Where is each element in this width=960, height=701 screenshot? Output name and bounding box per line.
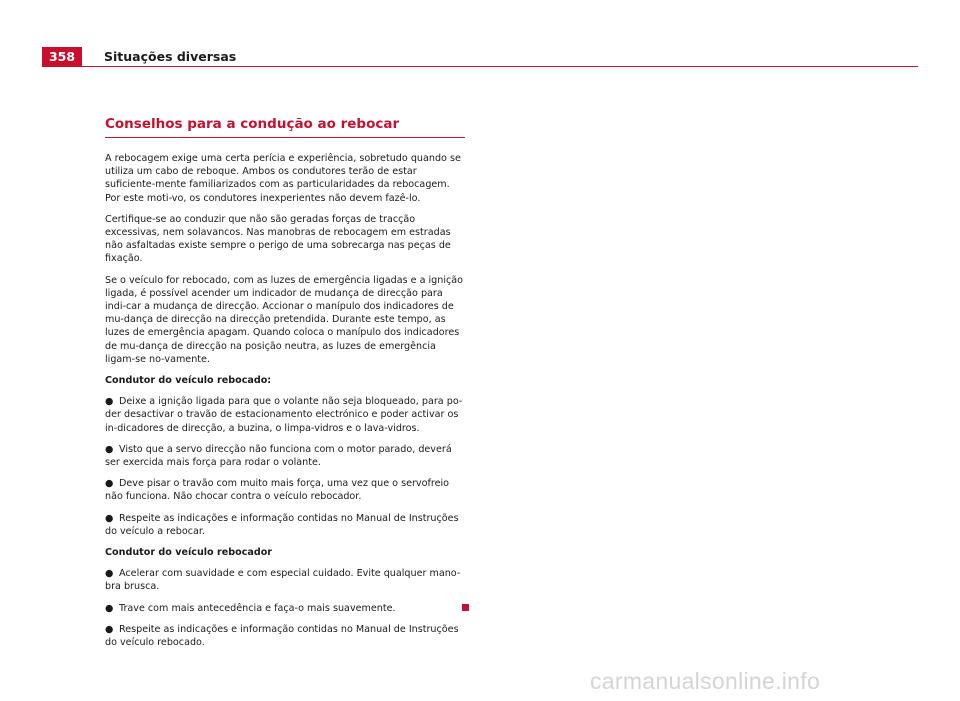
list-item <box>105 623 465 649</box>
list-item-text: Acelerar com suavidade e com especial cuidado. Evite qualquer mano-bra brusca. <box>105 568 461 593</box>
paragraph: Certifique-se ao conduzir que não são geradas forças de tracção excessivas, nem solavancos. Nas manobras de rebocagem em estradas não asfaltadas existe sempre o perigo de uma sobrecarga nas peças de fixação. <box>105 213 451 265</box>
list-item-text: Respeite as indicações e informação contidas no Manual de Instruções do veículo rebocado. <box>105 623 459 649</box>
bullet-icon: ● <box>105 602 114 614</box>
list-item <box>105 602 465 615</box>
bullet-icon: ● <box>105 478 114 490</box>
list-item <box>105 512 465 538</box>
section-title: Conselhos para a condução ao rebocar <box>105 115 465 138</box>
list-item <box>105 395 465 435</box>
bullet-icon: ● <box>105 512 114 524</box>
list-item <box>105 443 465 469</box>
text-column <box>105 115 465 657</box>
bullet-icon: ● <box>105 396 114 408</box>
page-header <box>42 47 918 67</box>
bullet-icon: ● <box>105 568 114 580</box>
list-item-text: Deve pisar o travão com muito mais força, uma vez que o servofreio não funciona. Não chocar contra o veículo rebocador. <box>105 478 450 503</box>
list-item <box>105 477 465 503</box>
bullet-icon: ● <box>105 443 114 455</box>
paragraph: A rebocagem exige uma certa perícia e experiência, sobretudo quando se utiliza um cabo de reboque. Ambos os condutores terão de estar suficiente-mente familiarizados com as particularidades da rebocagem. Por este moti-vo, os condutores inexperientes não devem fazê-lo. <box>105 153 461 204</box>
section-body <box>105 152 465 649</box>
watermark: carmanualsonline.info <box>590 668 821 694</box>
list-item-text: Visto que a servo direcção não funciona com o motor parado, deverá ser exercida mais força para rodar o volante. <box>105 443 452 469</box>
list-item-text: Deixe a ignição ligada para que o volante não seja bloqueado, para po-der desactivar o travão de estacionamento electrónico e poder activar os in-dicadores de direcção, a buzina, o limpa-vidros e o lava-vidros. <box>105 396 463 434</box>
subheading-towing-driver: Condutor do veículo rebocador <box>105 547 273 559</box>
header-rule <box>42 66 918 67</box>
end-of-section-icon <box>462 604 469 611</box>
subheading-towed-driver: Condutor do veículo rebocado: <box>105 375 272 387</box>
list-item <box>105 567 465 593</box>
page-number: 358 <box>42 47 82 67</box>
list-item-text: Respeite as indicações e informação contidas no Manual de Instruções do veículo a rebocar. <box>105 512 459 537</box>
chapter-title: Situações diversas <box>104 49 237 64</box>
bullet-icon: ● <box>105 623 114 635</box>
paragraph: Se o veículo for rebocado, com as luzes de emergência ligadas e a ignição ligada, é possível acender um indicador de mudança de direcção para indi-car a mudança de direcção. Accionar o manípulo dos indicadores de mu-dança de direcção na direcção pretendida. Durante este tempo, as luzes de emergência apagam. Quando coloca o manípulo dos indicadores de mu-dança de direcção na posição neutra, as luzes de emergência ligam-se no-vamente. <box>105 274 464 365</box>
list-item-text: Trave com mais antecedência e faça-o mais suavemente. <box>119 602 396 614</box>
